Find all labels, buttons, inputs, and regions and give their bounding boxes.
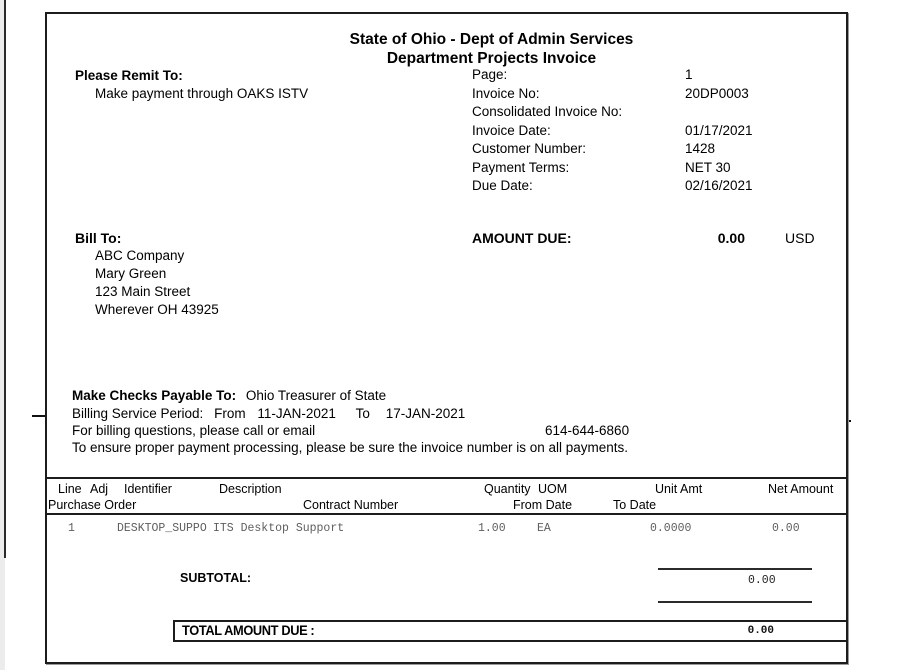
col-header-unit-amt: Unit Amt <box>655 482 703 496</box>
amount-due-currency: USD <box>785 230 815 246</box>
invoice-info-row-consolidated-no <box>472 104 685 122</box>
col-header-adj: Adj <box>90 482 109 496</box>
line-item-unit-amt: 0.0000 <box>650 522 692 535</box>
col-header-uom: UOM <box>538 482 568 496</box>
line-item-line-no: 1 <box>68 522 75 535</box>
document-title: State of Ohio - Dept of Admin Services <box>349 31 634 48</box>
bill-to-contact: Mary Green <box>95 266 167 281</box>
remit-to-value: Make payment through OAKS ISTV <box>95 86 309 101</box>
page-label: Page: <box>472 67 508 82</box>
billing-questions-text: For billing questions, please call or email <box>72 423 316 438</box>
due-date-value: 02/16/2021 <box>685 178 753 193</box>
line-items-header <box>45 477 848 515</box>
invoice-info-row-invoice-date <box>472 123 753 141</box>
billing-period-from-label: From <box>214 406 246 421</box>
payment-processing-notice: To ensure proper payment processing, please be sure the invoice number is on all payments. <box>72 440 629 455</box>
col-header-quantity: Quantity <box>484 482 531 496</box>
invoice-no-label: Invoice No: <box>472 85 540 101</box>
line-item-net-amount: 0.00 <box>772 522 800 535</box>
invoice-info-row-due-date <box>472 178 753 196</box>
col-header-to-date: To Date <box>613 498 657 512</box>
bill-to-company: ABC Company <box>95 248 185 263</box>
customer-number-value: 1428 <box>685 141 716 156</box>
billing-period-line <box>72 406 465 421</box>
customer-number-label: Customer Number: <box>472 141 587 156</box>
billing-period-to-date: 17-JAN-2021 <box>385 406 466 421</box>
line-item-description: ITS Desktop Support <box>213 522 345 535</box>
consolidated-invoice-no-label: Consolidated Invoice No: <box>472 104 623 119</box>
invoice-info-row-page <box>472 67 693 85</box>
checks-payable-label: Make Checks Payable To: <box>72 388 237 403</box>
line-item-quantity: 1.00 <box>478 522 506 535</box>
checks-payable-line <box>72 388 386 403</box>
amount-due-value: 0.00 <box>717 230 745 246</box>
col-header-identifier: Identifier <box>124 482 172 496</box>
payment-terms-label: Payment Terms: <box>472 159 570 175</box>
invoice-info-row-payment-terms <box>472 160 731 178</box>
col-header-line: Line <box>58 482 82 496</box>
line-item-identifier: DESKTOP_SUPPO <box>117 522 207 535</box>
billing-period-from-date: 11-JAN-2021 <box>257 406 336 421</box>
total-amount-due-box <box>173 620 848 642</box>
total-amount-due-label: TOTAL AMOUNT DUE : <box>182 623 315 638</box>
viewer-window-edge <box>4 0 6 558</box>
due-date-label: Due Date: <box>472 178 533 193</box>
billing-period-label: Billing Service Period: <box>72 406 204 421</box>
document-title-block <box>47 30 846 68</box>
document-subtitle: Department Projects Invoice <box>386 50 597 67</box>
invoice-page <box>45 12 848 664</box>
col-header-net-amount: Net Amount <box>768 482 834 496</box>
billing-questions-line <box>72 423 315 438</box>
bill-to-label: Bill To: <box>75 230 122 246</box>
invoice-date-label: Invoice Date: <box>472 122 551 138</box>
total-amount-due-value: 0.00 <box>747 625 774 637</box>
bill-to-city-state-zip: Wherever OH 43925 <box>95 302 219 317</box>
subtotal-label: SUBTOTAL: <box>180 571 252 585</box>
subtotal-value: 0.00 <box>748 574 776 587</box>
line-item-uom: EA <box>537 522 551 535</box>
billing-questions-phone: 614-644-6860 <box>545 423 630 438</box>
invoice-no-value: 20DP0003 <box>685 85 749 101</box>
invoice-info-row-invoice-no <box>472 86 749 104</box>
invoice-info-row-customer-number <box>472 141 715 159</box>
col-header-contract-number: Contract Number <box>303 498 399 512</box>
col-header-from-date: From Date <box>513 498 573 512</box>
remit-to-label: Please Remit To: <box>75 68 183 83</box>
bill-to-street: 123 Main Street <box>95 284 191 299</box>
subtotal-rule-bottom <box>658 601 812 603</box>
payment-terms-value: NET 30 <box>685 159 731 175</box>
col-header-purchase-order: Purchase Order <box>48 498 137 512</box>
col-header-description: Description <box>219 482 282 496</box>
billing-period-to-label: To <box>355 406 370 421</box>
subtotal-rule-top <box>658 568 812 570</box>
checks-payable-value: Ohio Treasurer of State <box>245 388 387 403</box>
page-value: 1 <box>685 67 693 82</box>
invoice-date-value: 01/17/2021 <box>685 122 753 138</box>
amount-due-label: AMOUNT DUE: <box>472 230 572 246</box>
